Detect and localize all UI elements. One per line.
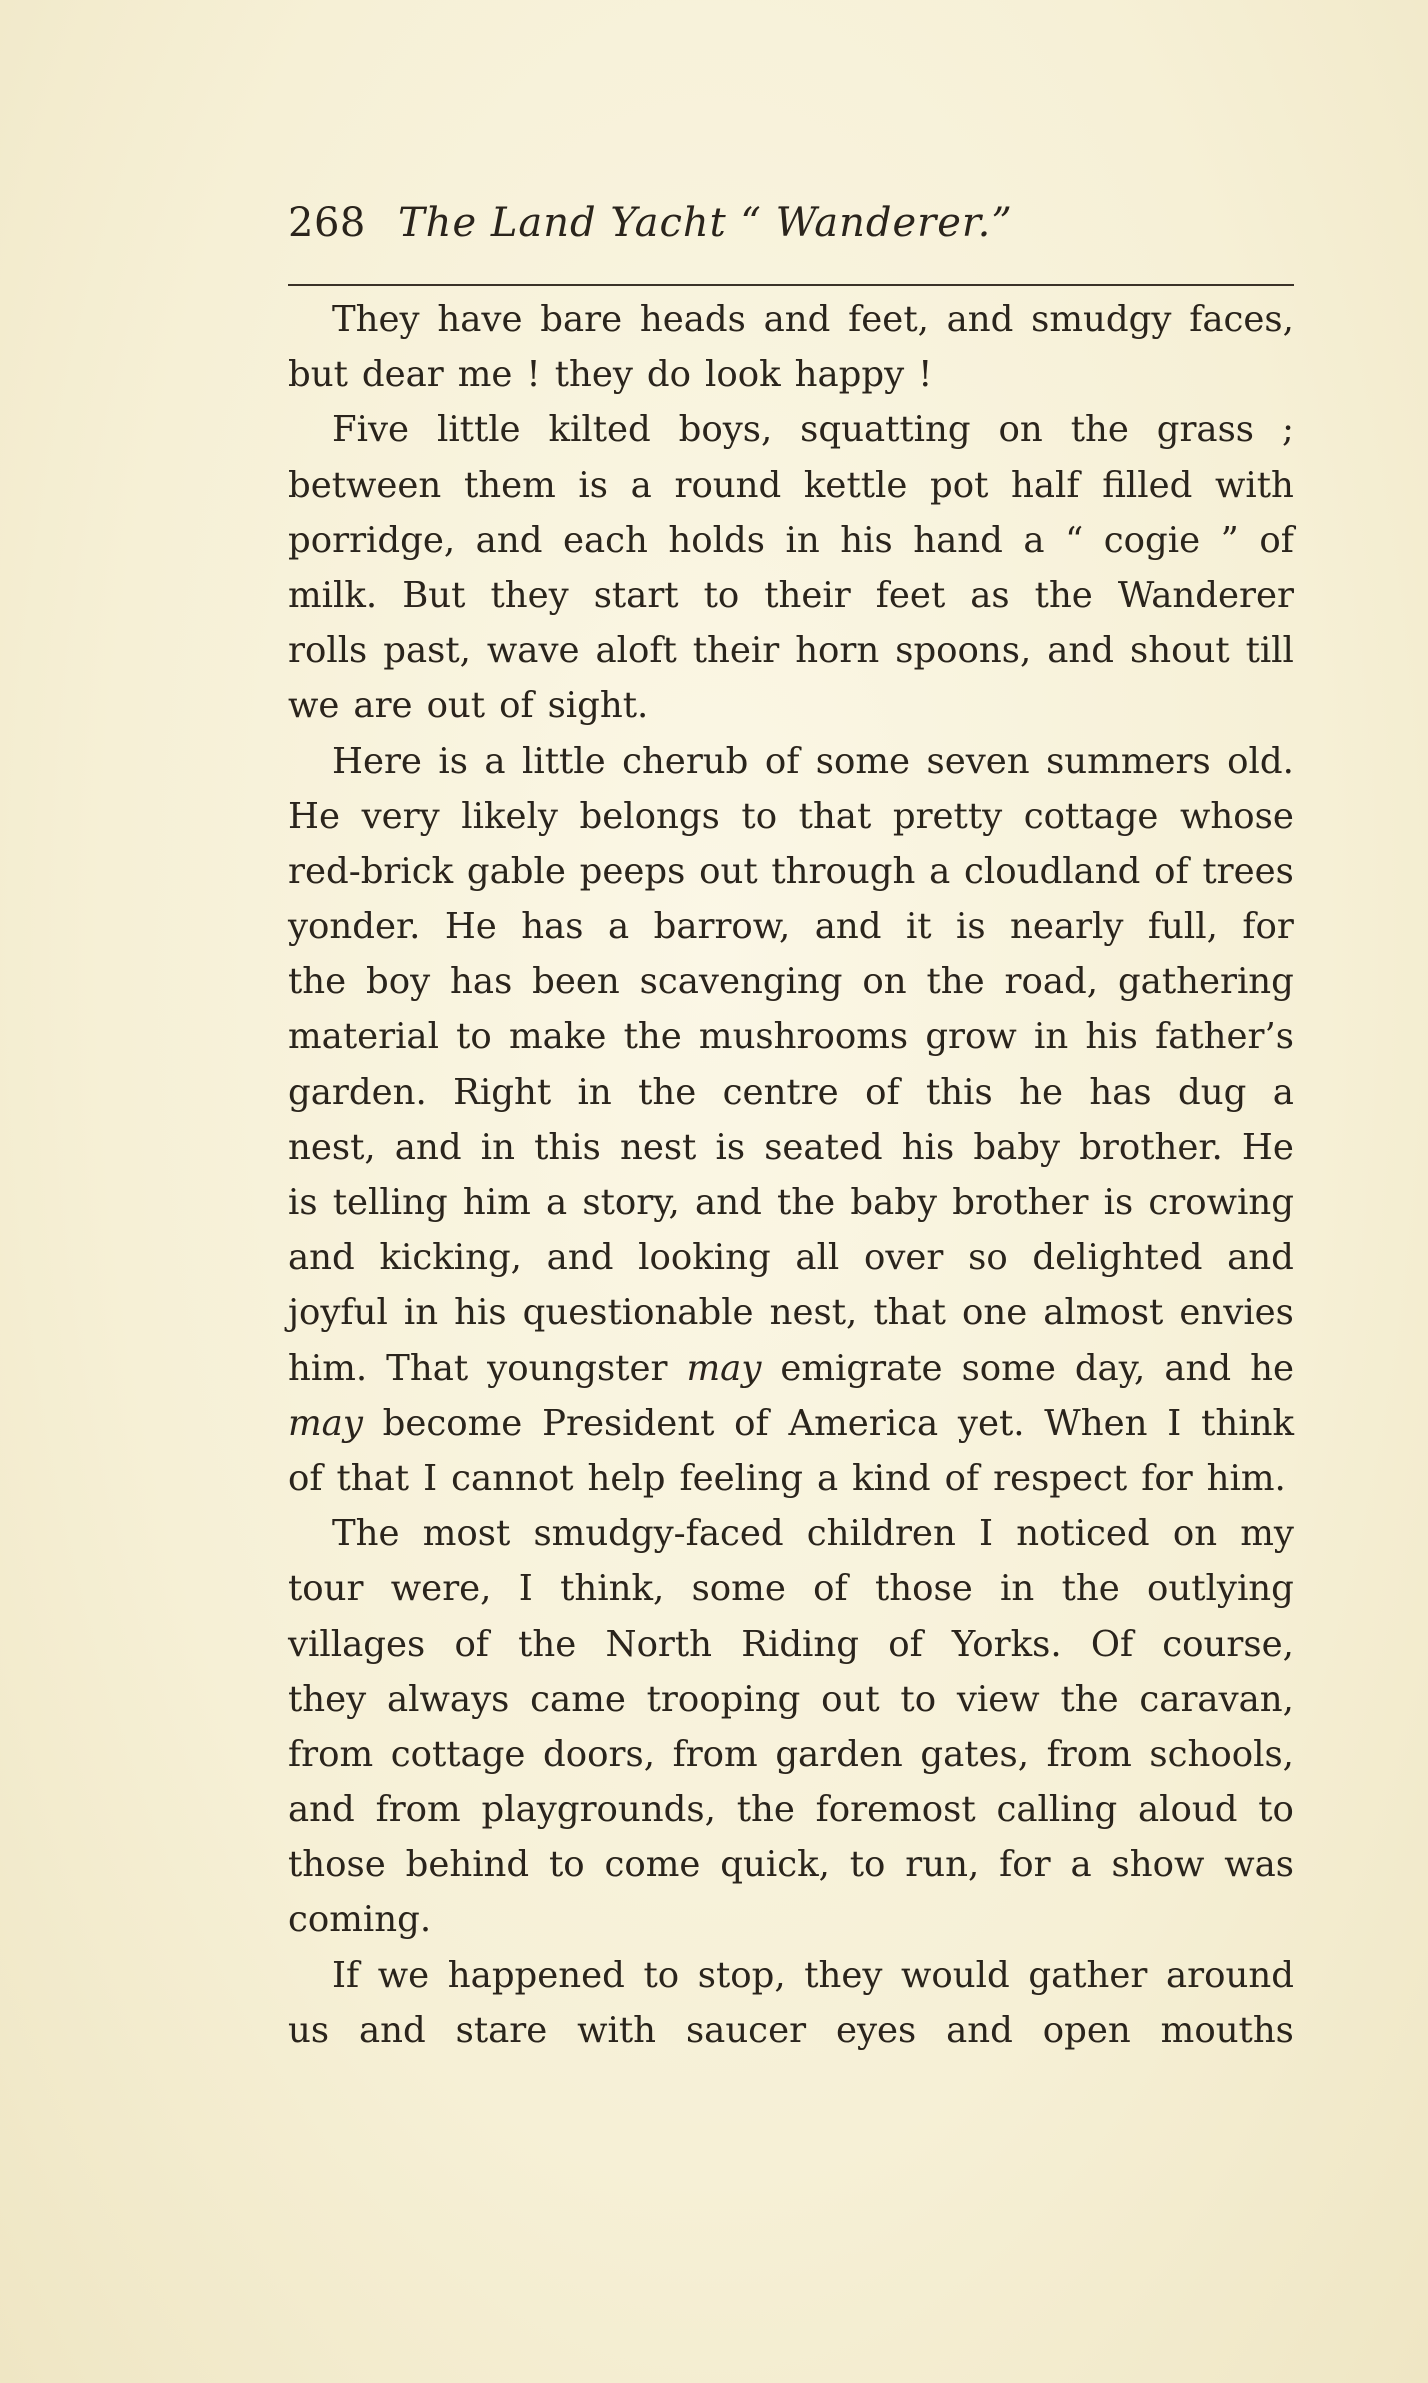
text-line: from cottage doors, from garden gates, from schools, xyxy=(288,1733,1294,1775)
text-line: red-brick gable peeps out through a cloudland of trees xyxy=(288,850,1294,892)
text-line: may become President of America yet. When I think xyxy=(288,1402,1294,1444)
text-line: They have bare heads and feet, and smudgy faces, xyxy=(332,299,1294,340)
text-line: between them is a round kettle pot half filled with xyxy=(288,464,1294,506)
text-line: garden. Right in the centre of this he has dug a xyxy=(288,1071,1294,1113)
text-line: is telling him a story, and the baby brother is crowing xyxy=(288,1182,1294,1223)
text-line: they always came trooping out to view the caravan, xyxy=(288,1678,1294,1720)
paragraph xyxy=(288,1506,1294,1948)
text-line: of that I cannot help feeling a kind of respect for him. xyxy=(288,1457,1286,1499)
header-rule xyxy=(288,284,1294,286)
text-line: we are out of sight. xyxy=(288,685,649,727)
text-line: If we happened to stop, they would gather around xyxy=(332,1954,1294,1996)
paragraph xyxy=(288,292,1294,402)
text-line: nest, and in this nest is seated his baby brother. He xyxy=(288,1126,1294,1168)
running-head xyxy=(288,200,1294,264)
paragraph xyxy=(288,1948,1294,2058)
text-line: rolls past, wave aloft their horn spoons, and shout till xyxy=(288,630,1294,672)
text-line: Here is a little cherub of some seven summers old. xyxy=(332,740,1294,782)
text-line: He very likely belongs to that pretty cottage whose xyxy=(288,795,1294,837)
text-line: and from playgrounds, the foremost calling aloud to xyxy=(288,1789,1294,1831)
text-line: The most smudgy-faced children I noticed on my xyxy=(332,1513,1294,1555)
text-line: tour were, I think, some of those in the outlying xyxy=(288,1568,1294,1610)
text-line: coming. xyxy=(288,1899,432,1941)
text-line: joyful in his questionable nest, that one almost envies xyxy=(288,1292,1294,1334)
text-line: and kicking, and looking all over so delighted and xyxy=(288,1237,1294,1279)
text-line: material to make the mushrooms grow in his father’s xyxy=(288,1016,1294,1058)
text-line: milk. But they start to their feet as the Wanderer xyxy=(288,574,1294,616)
text-line: us and stare with saucer eyes and open mouths xyxy=(288,2009,1294,2051)
book-page xyxy=(288,200,1294,2058)
running-title: The Land Yacht “ Wanderer.” xyxy=(398,200,1013,246)
text-line: him. That youngster may emigrate some day, and he xyxy=(288,1347,1294,1389)
text-line: the boy has been scavenging on the road, gathering xyxy=(288,961,1294,1003)
page-number: 268 xyxy=(288,200,366,246)
text-line: yonder. He has a barrow, and it is nearly full, for xyxy=(288,906,1294,948)
text-line: villages of the North Riding of Yorks. Of course, xyxy=(288,1623,1294,1665)
text-line: those behind to come quick, to run, for a show was xyxy=(288,1844,1294,1886)
text-line: Five little kilted boys, squatting on the grass ; xyxy=(332,409,1294,451)
body-text xyxy=(288,292,1294,2058)
text-line: but dear me ! they do look happy ! xyxy=(288,354,933,396)
paragraph xyxy=(288,734,1294,1507)
paragraph xyxy=(288,402,1294,733)
text-line: porridge, and each holds in his hand a “ cogie ” of xyxy=(288,519,1294,561)
